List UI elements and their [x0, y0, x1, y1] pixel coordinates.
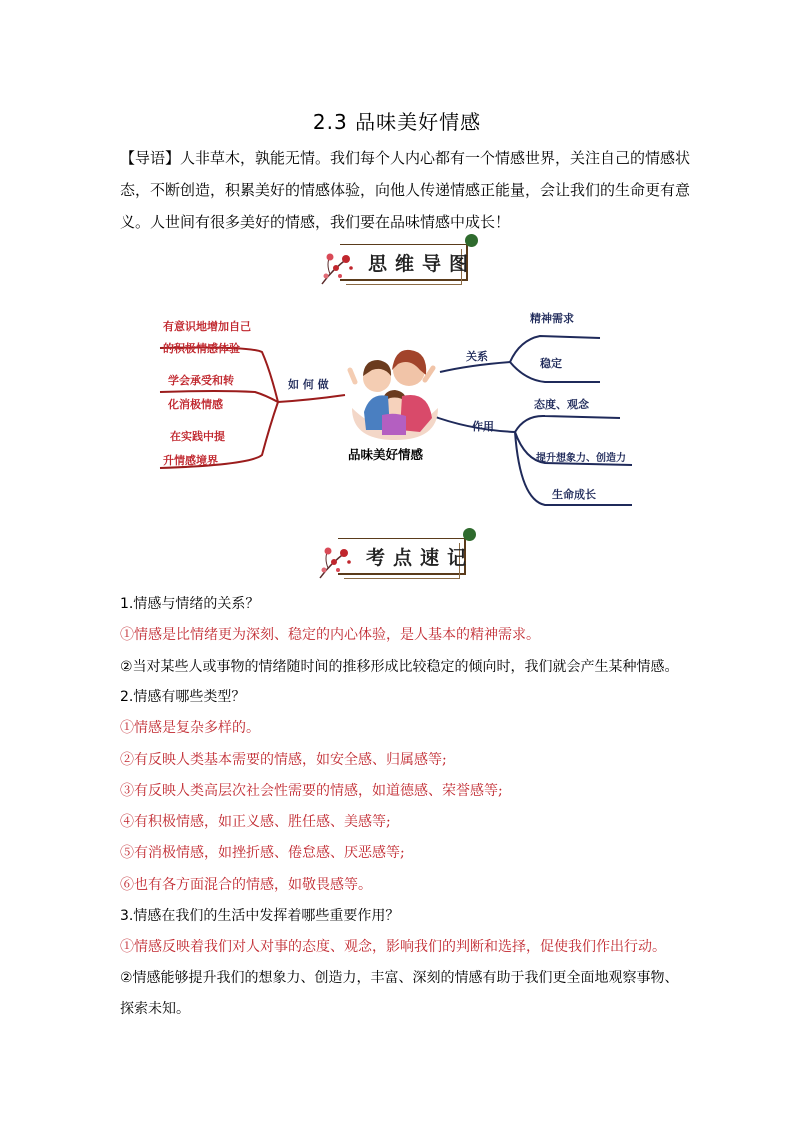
mindmap-left-item: 化消极情感: [168, 398, 223, 411]
answer-line: ①情感反映着我们对人对事的态度、观念，影响我们的判断和选择，促使我们作出行动。: [120, 939, 666, 955]
answer-line: ④有积极情感，如正义感、胜任感、美感等;: [120, 814, 391, 830]
answer-line: 探索未知。: [120, 1001, 190, 1017]
mindmap-right-item: 生命成长: [552, 488, 596, 501]
green-dot-icon: [465, 234, 478, 247]
mindmap-right-item: 提升想象力、创造力: [536, 453, 626, 464]
mindmap-right-item: 态度、观念: [534, 398, 589, 411]
banner-mindmap: [318, 240, 478, 284]
mindmap-left-item: 升情感境界: [163, 454, 218, 467]
mindmap-right-branch-label: 关系: [466, 350, 488, 363]
mindmap-right-branches: [430, 336, 632, 505]
mindmap-left-branch-label: 如 何 做: [288, 378, 329, 391]
answer-line: ⑥也有各方面混合的情感，如敬畏感等。: [120, 877, 372, 893]
family-illustration-icon: [350, 350, 439, 440]
answer-line: ③有反映人类高层次社会性需要的情感，如道德感、荣誉感等;: [120, 783, 503, 799]
mindmap-right-item: 稳定: [540, 357, 562, 370]
question-2: 2.情感有哪些类型？: [120, 689, 246, 705]
answer-line: ②有反映人类基本需要的情感，如安全感、归属感等;: [120, 752, 447, 768]
answer-line: ①情感是复杂多样的。: [120, 720, 260, 736]
intro-paragraph: 【导语】人非草木，孰能无情。我们每个人内心都有一个情感世界，关注自己的情感状态，不断创造，积累美好的情感体验，向他人传递情感正能量，会让我们的生命更有意义。人世间有很多美好的情感，我们要在品味情感中成长！: [120, 149, 691, 231]
answer-line: ①情感是比情绪更为深刻、稳定的内心体验，是人基本的精神需求。: [120, 627, 540, 643]
mindmap-right-branch-label: 作用: [472, 420, 494, 433]
mindmap-center-label: 品味美好情感: [348, 447, 424, 462]
banner-keypoints: [316, 534, 476, 578]
mindmap-left-item: 有意识地增加自己: [163, 320, 251, 333]
mindmap-right-item: 精神需求: [530, 312, 574, 325]
mind-map: [0, 300, 794, 520]
answer-line: ②当对某些人或事物的情绪随时间的推移形成比较稳定的倾向时，我们就会产生某种情感。: [120, 659, 679, 675]
mindmap-left-item: 学会承受和转: [168, 374, 234, 387]
answer-line: ②情感能够提升我们的想象力、创造力，丰富、深刻的情感有助于我们更全面地观察事物、: [120, 970, 679, 986]
question-3: 3.情感在我们的生活中发挥着哪些重要作用？: [120, 908, 400, 924]
banner-label: 考点速记: [366, 547, 475, 569]
mindmap-left-item: 的积极情感体验: [163, 342, 240, 355]
question-1: 1.情感与情绪的关系？: [120, 596, 260, 612]
mindmap-left-item: 在实践中提: [170, 430, 225, 443]
answer-line: ⑤有消极情感，如挫折感、倦怠感、厌恶感等;: [120, 845, 405, 861]
banner-label: 思维导图: [368, 253, 477, 275]
page-title: 2.3 品味美好情感: [312, 110, 482, 134]
green-dot-icon: [463, 528, 476, 541]
